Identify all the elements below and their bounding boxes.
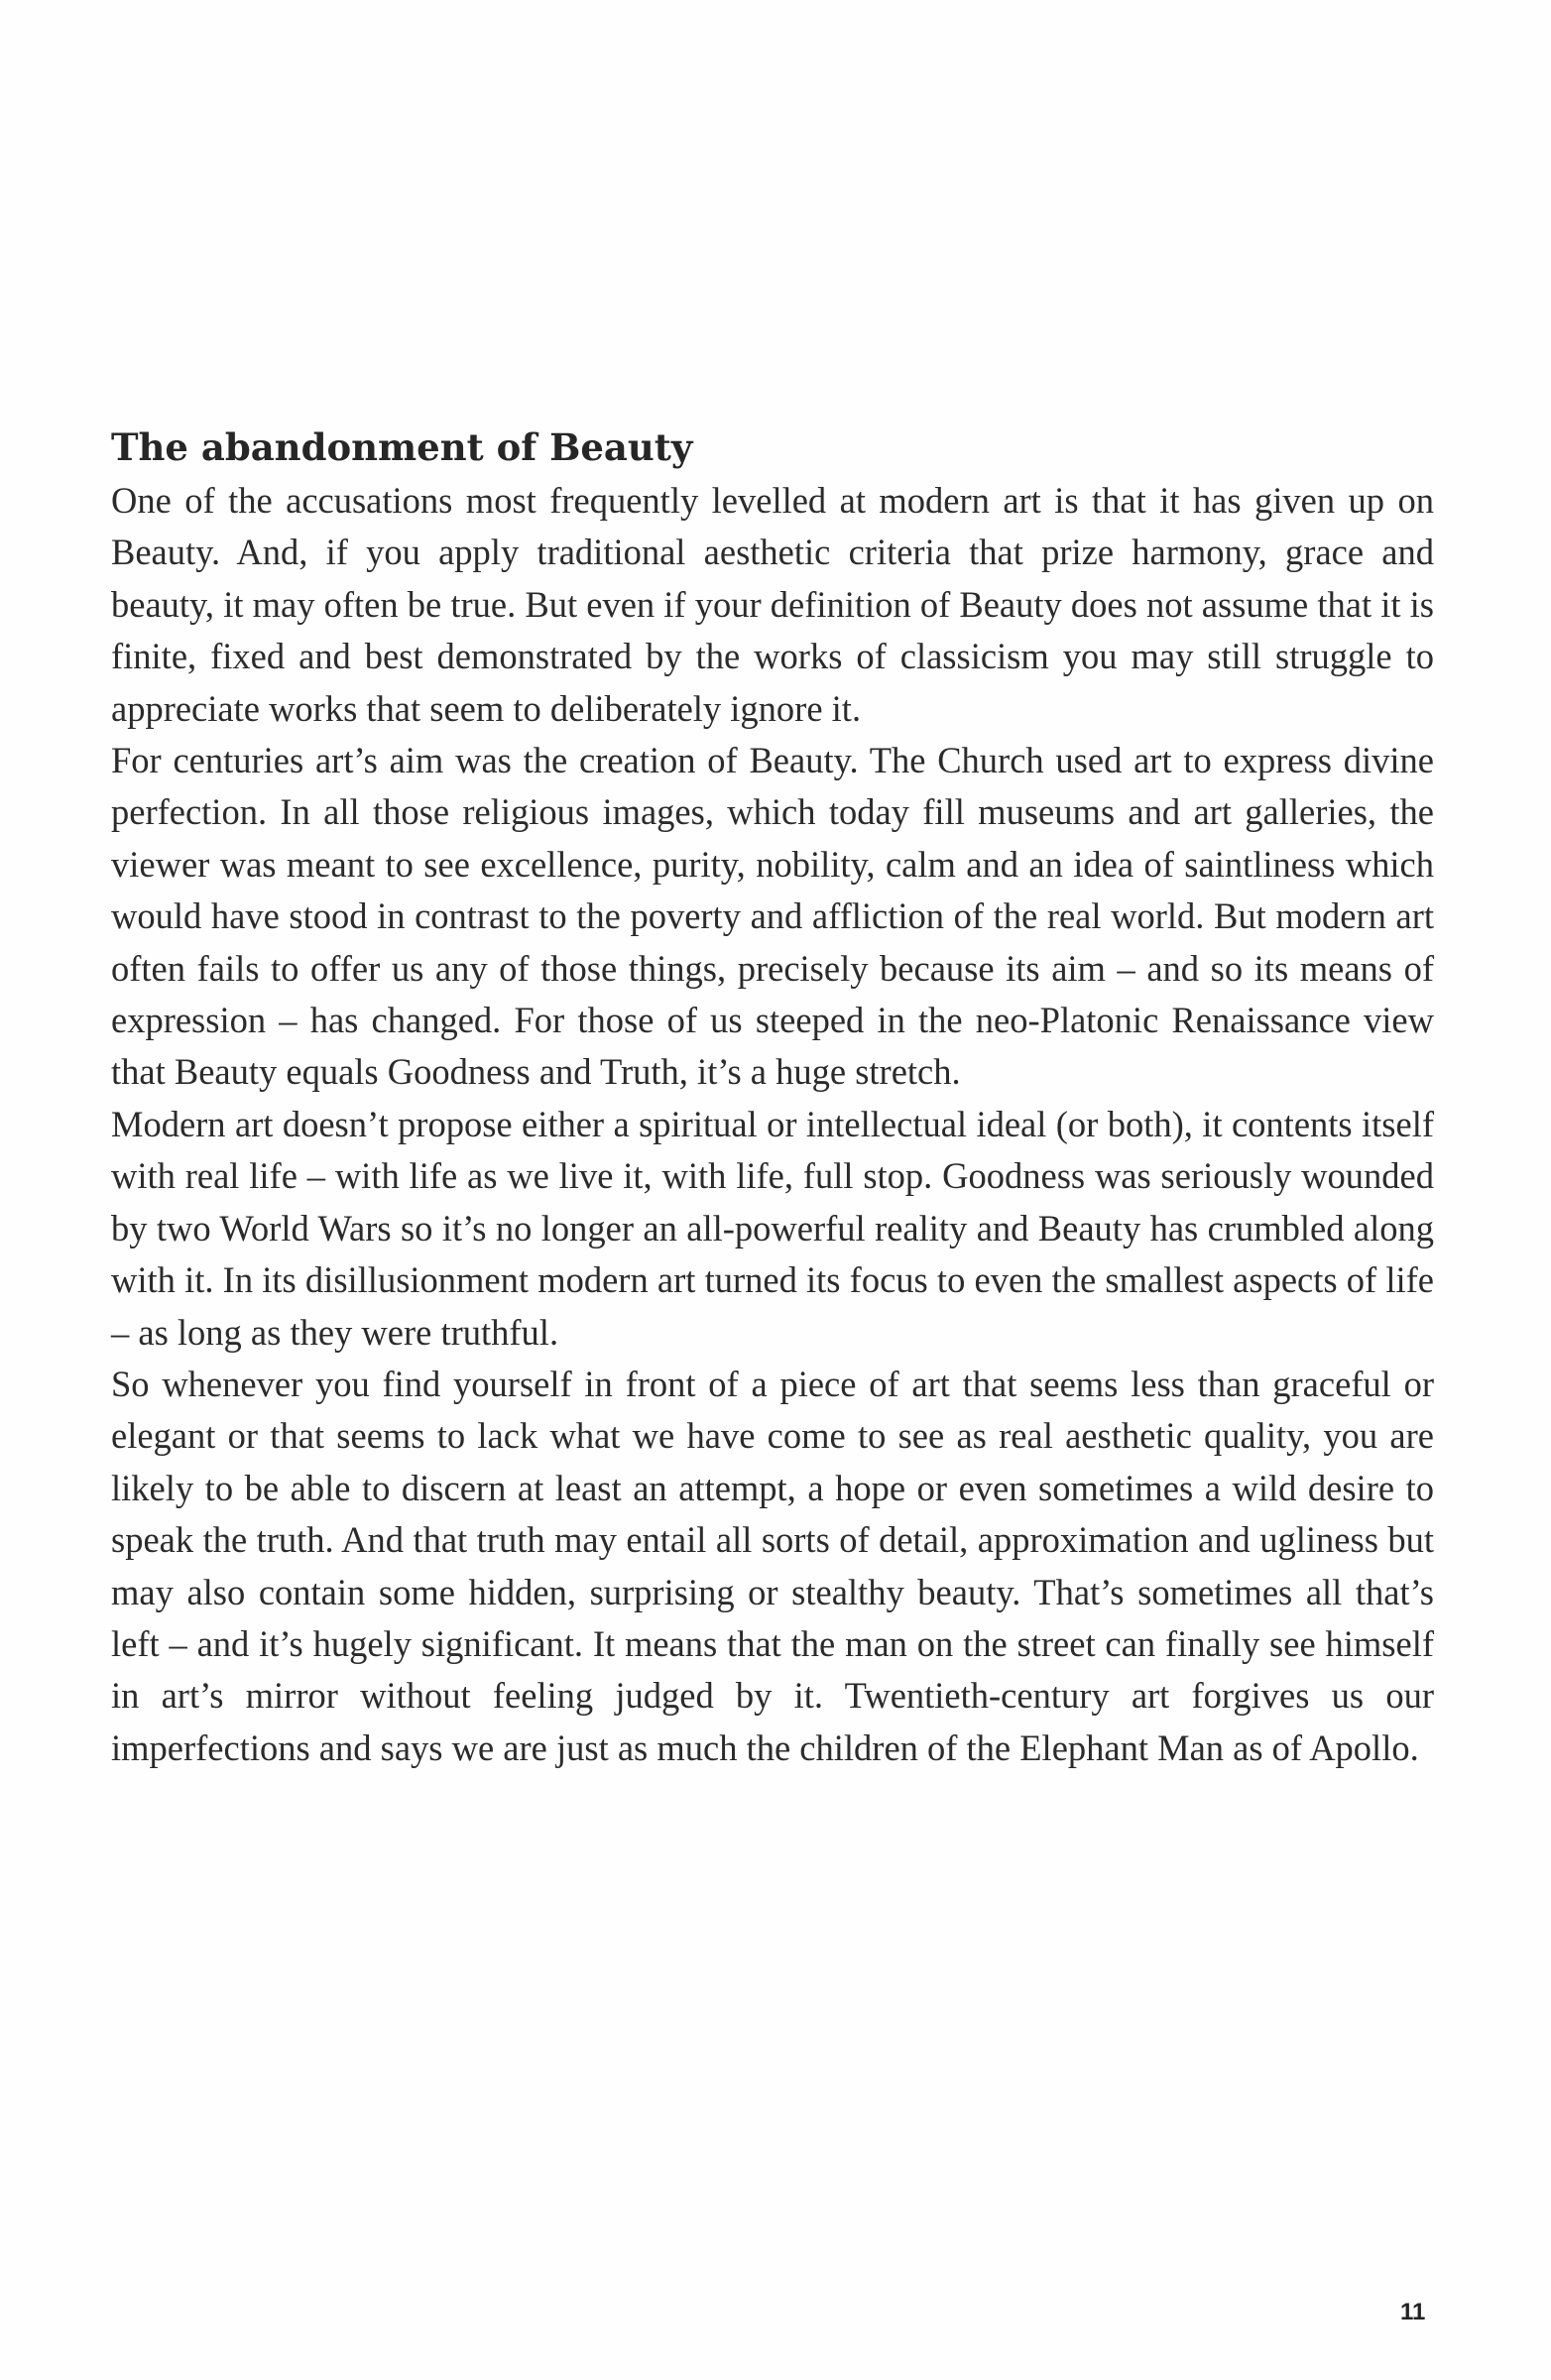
- page-number: 11: [1400, 2299, 1426, 2325]
- paragraph-4: So whenever you find yourself in front of a piece of art that seems less than graceful or elegant or that seems to lack what we have come to see as real aesthetic quality, you are likely to be able to discern at least an attempt, a hope or even sometimes a wild desire to speak the truth. And that truth may entail all sorts of detail, approximation and ugliness but may also contain some hidden, surprising or stealthy beauty. That’s sometimes all that’s left – and it’s hugely significant. It means that the man on the street can finally see himself in art’s mirror without feeling judged by it. Twentieth-century art forgives us our imperfections and says we are just as much the children of the Elephant Man as of Apollo.: [111, 1363, 1434, 1768]
- section-heading: The abandonment of Beauty: [111, 425, 693, 469]
- paragraph-2: For centuries art’s aim was the creation of Beauty. The Church used art to express divine perfection. In all those religious images, which today fill museums and art galleries, the viewer was meant to see excellence, purity, nobility, calm and an idea of saintliness which would have stood in contrast to the poverty and affliction of the real world. But modern art often fails to offer us any of those things, precisely because its aim – and so its means of expression – has changed. For those of us steeped in the neo-Platonic Renaissance view that Beauty equals Goodness and Truth, it’s a huge stretch.: [111, 740, 1434, 1093]
- paragraph-1: One of the accusations most frequently levelled at modern art is that it has given up on Beauty. And, if you apply traditional aesthetic criteria that prize harmony, grace and beauty, it may often be true. But even if your definition of Beauty does not assume that it is finite, fixed and best demonstrated by the works of classicism you may still struggle to appreciate works that seem to deliberately ignore it.: [111, 480, 1434, 729]
- section: [111, 421, 1434, 1774]
- paragraph-3: Modern art doesn’t propose either a spiritual or intellectual ideal (or both), it contents itself with real life – with life as we live it, with life, full stop. Goodness was seriously wounded by two World Wars so it’s no longer an all-powerful reality and Beauty has crumbled along with it. In its disillusionment modern art turned its focus to even the smallest aspects of life – as long as they were truthful.: [111, 1103, 1434, 1353]
